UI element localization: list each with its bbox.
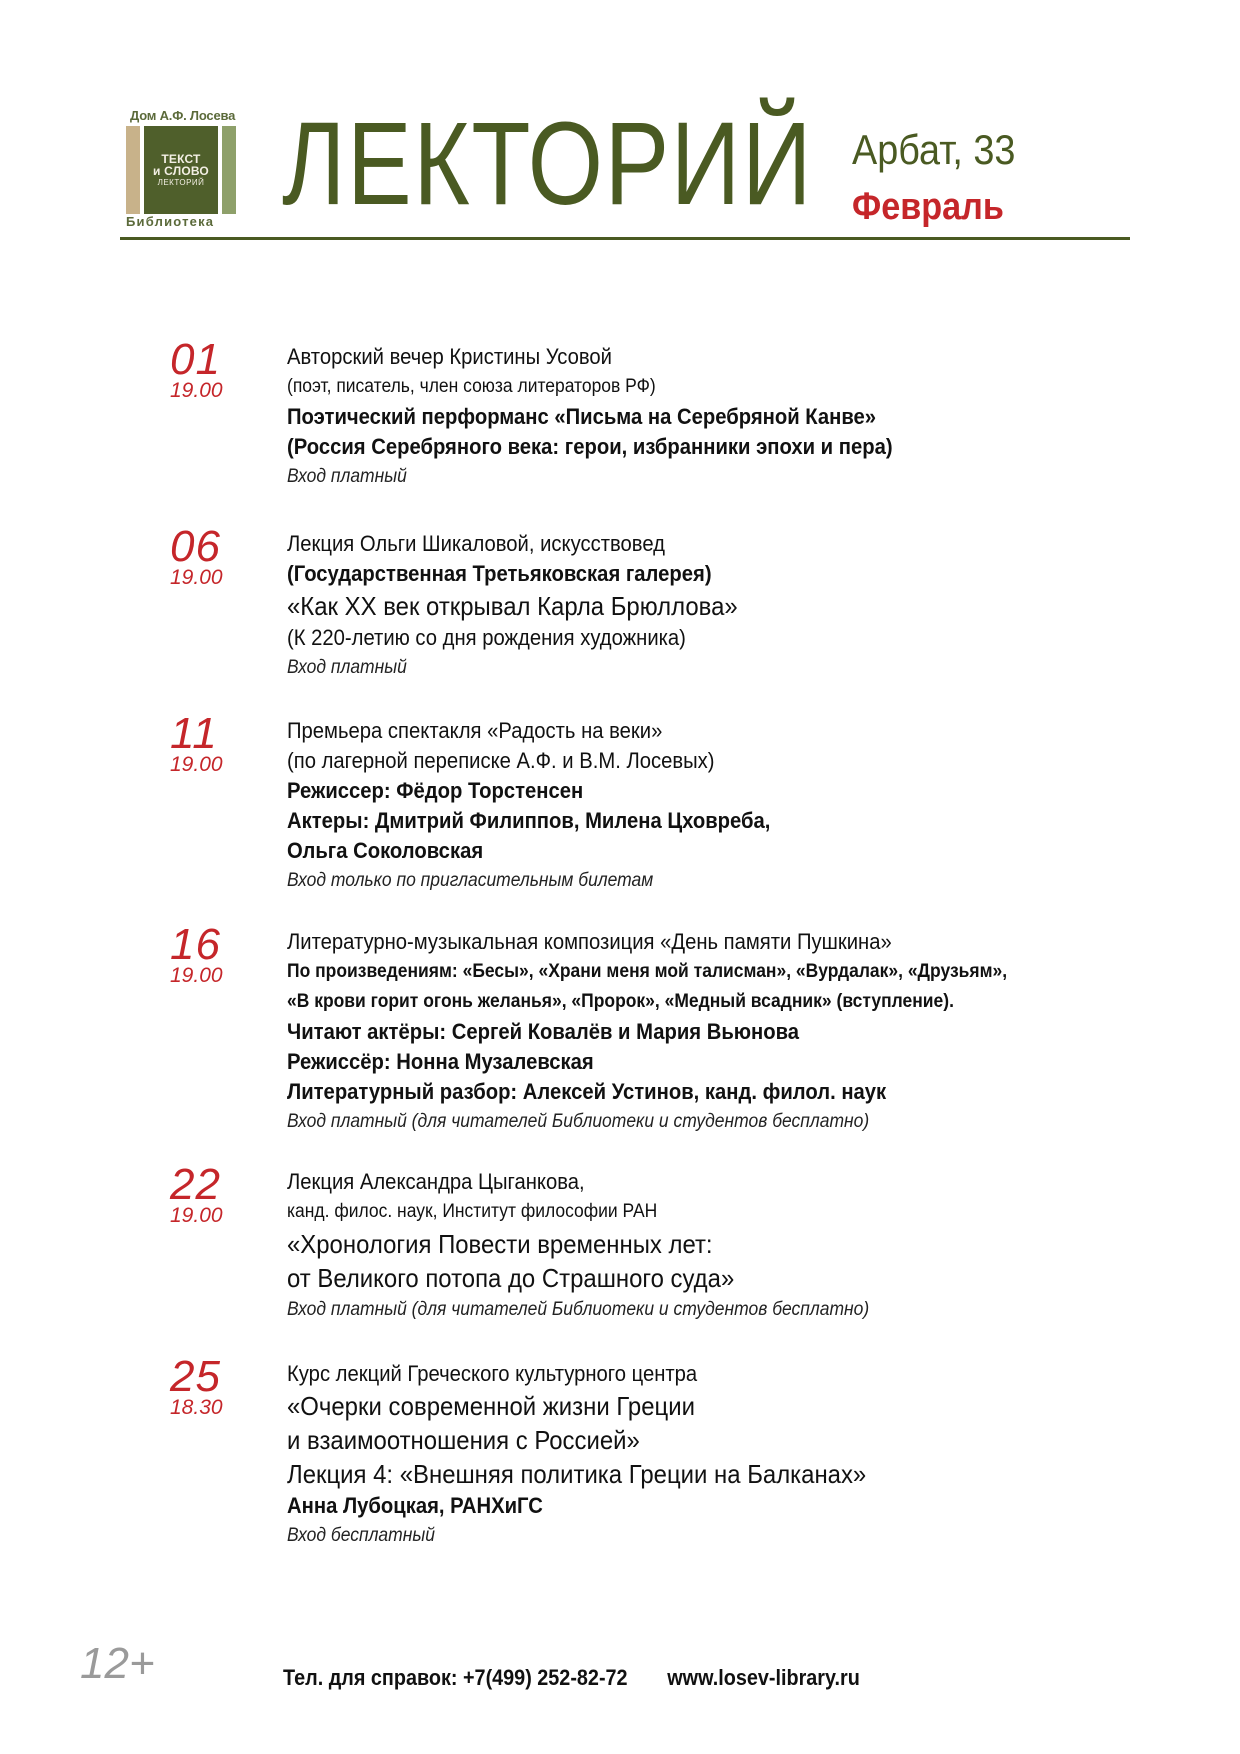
event-date: 25 (170, 1352, 221, 1401)
event-line: Лекция 4: «Внешняя политика Греции на Балканах» (287, 1459, 867, 1489)
footer (283, 1665, 860, 1691)
event-date: 16 (170, 920, 221, 969)
event-line: По произведениям: «Бесы», «Храни меня мой талисман», «Вурдалак», «Друзьям», (287, 961, 1008, 982)
event-line: (Россия Серебряного века: герои, избранники эпохи и пера) (287, 434, 893, 459)
event-line: Режиссер: Фёдор Торстенсен (287, 778, 584, 803)
logo-bar-left (126, 126, 140, 214)
event-body (287, 529, 1117, 683)
logo-line-1: ТЕКСТ (161, 151, 201, 166)
event-line: канд. филос. наук, Институт философии РАН (287, 1201, 658, 1222)
event-line: Актеры: Дмитрий Филиппов, Милена Цховреба, (287, 808, 771, 833)
event-time: 19.00 (170, 379, 223, 402)
logo-line-2: и СЛОВО (153, 163, 209, 178)
event-line: (Государственная Третьяковская галерея) (287, 561, 712, 586)
logo-center (144, 126, 218, 214)
event-title: Авторский вечер Кристины Усовой (287, 344, 612, 369)
event-time: 18.30 (170, 1396, 223, 1419)
event-line: «Очерки современной жизни Греции (287, 1391, 695, 1421)
age-rating: 12+ (80, 1639, 155, 1688)
address: Арбат, 33 (852, 126, 1016, 173)
event-title: Лекция Ольги Шикаловой, искусствовед (287, 531, 665, 556)
event-time: 19.00 (170, 964, 223, 987)
event-time: 19.00 (170, 753, 223, 776)
logo (120, 108, 242, 228)
logo-top-text: Дом А.Ф. Лосева (130, 108, 236, 123)
event-date: 11 (170, 709, 218, 758)
website-link[interactable]: www.losev-library.ru (667, 1665, 860, 1690)
event-body (287, 342, 1117, 492)
event-admission: Вход платный (287, 657, 407, 678)
event-line: (по лагерной переписке А.Ф. и В.М. Лосевых) (287, 748, 715, 773)
event-admission: Вход платный (287, 466, 407, 487)
event-title: Лекция Александра Цыганкова, (287, 1169, 585, 1194)
event-admission: Вход бесплатный (287, 1525, 435, 1546)
event-line: Читают актёры: Сергей Ковалёв и Мария Вьюнова (287, 1019, 800, 1044)
logo-bar-right (222, 126, 236, 214)
event-body (287, 1167, 1117, 1325)
event-title: Литературно-музыкальная композиция «День памяти Пушкина» (287, 929, 892, 954)
event-body (287, 716, 1117, 896)
logo-bottom-text: Библиотека (126, 214, 215, 229)
event-admission: Вход платный (для читателей Библиотеки и студентов бесплатно) (287, 1299, 870, 1320)
event-body (287, 1359, 1117, 1551)
event-line: (поэт, писатель, член союза литераторов РФ) (287, 376, 656, 397)
event-time: 19.00 (170, 566, 223, 589)
event-line: Литературный разбор: Алексей Устинов, канд. филол. наук (287, 1079, 887, 1104)
month-label: Февраль (852, 186, 1004, 228)
header-divider (120, 237, 1130, 240)
phone-text: Тел. для справок: +7(499) 252-82-72 (283, 1665, 628, 1690)
event-admission: Вход платный (для читателей Библиотеки и студентов бесплатно) (287, 1111, 870, 1132)
event-line: (К 220-летию со дня рождения художника) (287, 625, 686, 650)
event-line: «Как XX век открывал Карла Брюллова» (287, 591, 738, 621)
event-line: от Великого потопа до Страшного суда» (287, 1263, 735, 1293)
event-title: Премьера спектакля «Радость на веки» (287, 718, 663, 743)
event-line: «Хронология Повести временных лет: (287, 1229, 713, 1259)
page-title: ЛЕКТОРИЙ (282, 98, 814, 230)
event-title: Курс лекций Греческого культурного центра (287, 1361, 698, 1386)
event-time: 19.00 (170, 1204, 223, 1227)
event-date: 22 (170, 1160, 221, 1209)
event-line: Режиссёр: Нонна Музалевская (287, 1049, 594, 1074)
event-line: Поэтический перформанс «Письма на Серебряной Канве» (287, 404, 877, 429)
event-admission: Вход только по пригласительным билетам (287, 870, 654, 891)
event-date: 06 (170, 522, 221, 571)
event-line: «В крови горит огонь желанья», «Пророк», «Медный всадник» (вступление). (287, 991, 954, 1012)
event-line: и взаимоотношения с Россией» (287, 1425, 640, 1455)
event-body (287, 927, 1117, 1137)
logo-emblem (126, 126, 236, 214)
event-line: Ольга Соколовская (287, 838, 484, 863)
event-line: Анна Лубоцкая, РАНХиГС (287, 1493, 543, 1518)
event-date: 01 (170, 335, 221, 384)
logo-line-3: ЛЕКТОРИЙ (157, 178, 205, 188)
